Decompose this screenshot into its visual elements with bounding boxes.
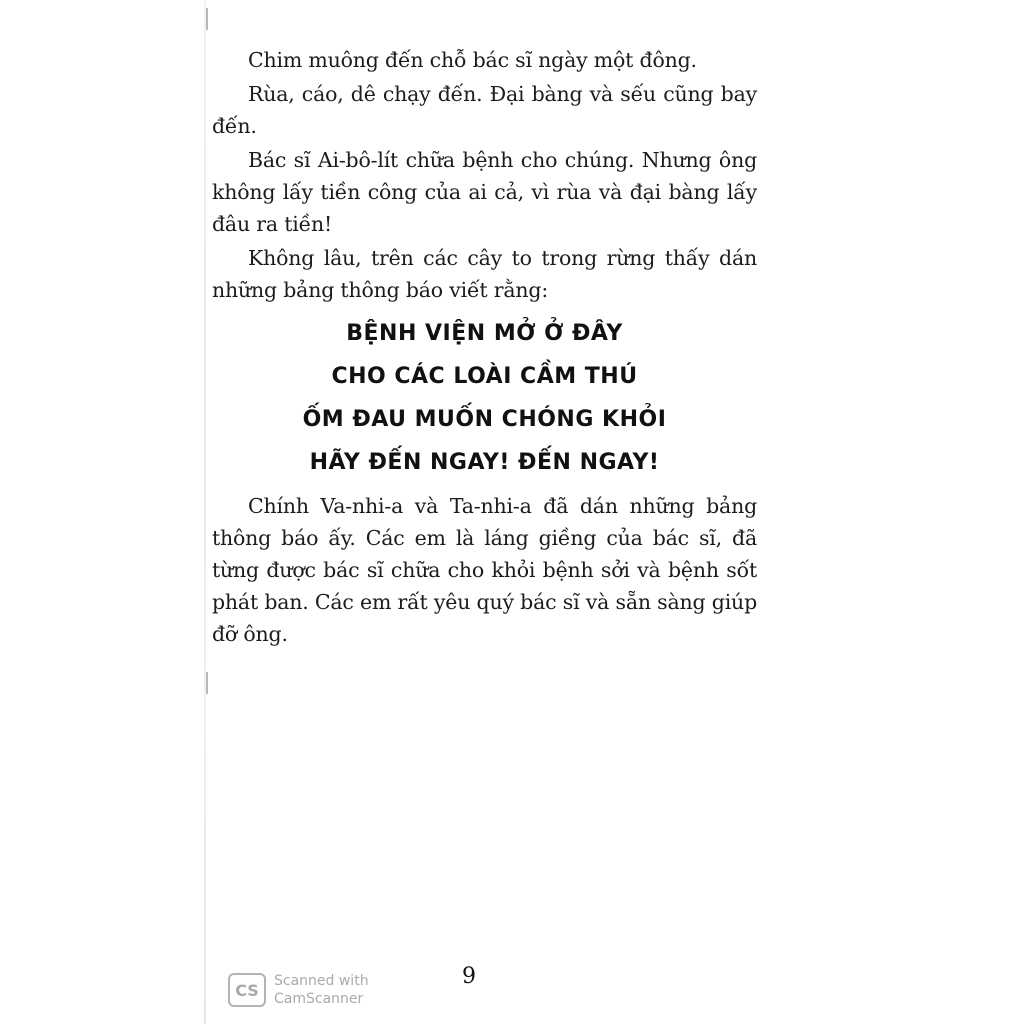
page-margin: [0, 0, 204, 1024]
notice-line: BỆNH VIỆN MỞ Ở ĐÂY: [346, 321, 623, 346]
camscanner-logo-icon: CS: [228, 973, 266, 1007]
hospital-notice: [212, 312, 757, 484]
page-fold-line: [204, 0, 206, 1024]
notice-line: ỐM ĐAU MUỐN CHÓNG KHỎI: [302, 407, 667, 432]
scan-artifact: [206, 672, 208, 694]
body-text: [212, 44, 757, 652]
watermark-text: [274, 972, 369, 1008]
paragraph: Chim muông đến chỗ bác sĩ ngày một đông.: [248, 48, 697, 72]
notice-line: HÃY ĐẾN NGAY! ĐẾN NGAY!: [309, 450, 660, 475]
watermark-line: Scanned with: [274, 973, 369, 989]
page-number: 9: [462, 964, 476, 989]
notice-line: CHO CÁC LOÀI CẦM THÚ: [331, 364, 638, 389]
watermark-line: CamScanner: [274, 991, 364, 1007]
paragraph: Rùa, cáo, dê chạy đến. Đại bàng và sếu cũng bay đến.: [212, 82, 757, 138]
paragraph: Chính Va-nhi-a và Ta-nhi-a đã dán những bảng thông báo ấy. Các em là láng giềng của bác sĩ, đã từng được bác sĩ chữa cho khỏi bệnh sởi và bệnh sốt phát ban. Các em rất yêu quý bác sĩ và sẵn sàng giúp đỡ ông.: [212, 494, 757, 646]
camscanner-watermark: [228, 972, 369, 1008]
paragraph: Không lâu, trên các cây to trong rừng thấy dán những bảng thông báo viết rằng:: [212, 246, 757, 302]
paragraph: Bác sĩ Ai-bô-lít chữa bệnh cho chúng. Nhưng ông không lấy tiền công của ai cả, vì rùa và đại bàng lấy đâu ra tiền!: [212, 148, 757, 236]
scan-artifact: [206, 8, 208, 30]
